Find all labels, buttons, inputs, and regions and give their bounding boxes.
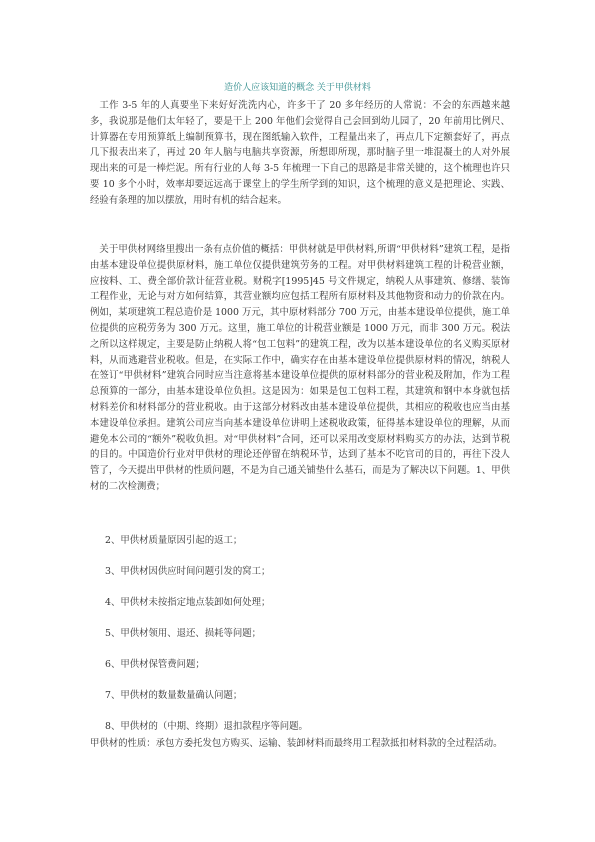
paragraph-definition: 关于甲供材网络里搜出一条有点价值的概括：甲供材就是甲供材料,所谓“甲供材料”建筑工程，是指由基本建设单位提供原材料，施工单位仅提供建筑劳务的工程。对甲供材料建筑工程的计税营业额，应按料、工、费全部价款计征营业税。财税字[1995]45 号文件规定，纳税人从事建筑、修缮、装饰工程作业，无论与对方如何结算，其营业额均应包括工程所有原材料及其他物资和动力的价款在内。例如，某项建筑工程总造价是 1000 万元，其中原材料部分 700 万元，由基本建设单位提供，施工单位提供的应税劳务为 300 万元。这里，施工单位的计税营业额是 1000 万元，而非 300 万元。税法之所以这样规定，主要是防止纳税人将“包工包料”的建筑工程，改为以基本建设单位的名义购买原材料，从而逃避营业税收。但是，在实际工作中，确实存在由基本建设单位提供原材料的情况，纳税人在签订“甲供材料”建筑合同时应当注意将基本建设单位提供的原材料部分的营业税及附加，作为工程总预算的一部分，由基本建设单位负担。这是因为：如果是包工包料工程，其建筑和钢中本身就包括材料差价和材料部分的营业税收。由于这部分材料改由基本建设单位提供，其相应的税收也应当由基本建设单位承担。建筑公司应当向基本建设单位讲明上述税收政策，征得基本建设单位的理解，从而避免本公司的“额外”税收负担。对“甲供材料”合同，还可以采用改变原材料购买方的办法，达到节税的目的。中国造价行业对甲供材的理论还停留在纳税环节，达到了基本不吃官司的目的，再往下没人管了，今天提出甲供材的性质问题，不是为自己通关铺垫什么基石，而是为了解决以下问题。1、甲供材的二次检测费； [90, 244, 510, 492]
list-item: 8、甲供材的（中期、终期）退扣款程序等问题。 [105, 721, 308, 732]
list-item: 5、甲供材领用、退还、损耗等问题； [105, 628, 261, 639]
list-item: 6、甲供材保管费问题； [105, 659, 205, 670]
document-title: 造价人应该知道的概念 关于甲供材料 [224, 83, 371, 93]
list-item: 3、甲供材因供应时间问题引发的窝工； [105, 566, 271, 577]
list-item: 2、甲供材质量原因引起的返工； [105, 535, 243, 546]
paragraph-intro: 工作 3-5 年的人真要坐下来好好洗洗内心，许多干了 20 多年经历的人常说：不会的东西越来越多，我说那是他们太年轻了，要是干上 200 年他们会觉得自己会回到幼儿园了，20 年前用比例尺、计算器在专用预算纸上编制预算书，现在图纸输入软件，工程量出来了，再点几下定额套好了，再点几下报表出来了，再过 20 年人脑与电脑共享资源，所想即所现，那时脑子里一堆混凝土的人对外展现出来的可是一棒烂泥。所有行业的人每 3-5 年梳理一下自己的思路是非常关键的，这个梳理也许只要 10 多个小时，效率却要远远高于课堂上的学生所学到的知识，这个梳理的意义是把理论、实践、经验有条理的加以摆放，用时有机的结合起来。 [90, 100, 510, 206]
list-item: 4、甲供材未按指定地点装卸如何处理； [105, 597, 271, 608]
list-item: 7、甲供材的数量数量确认问题； [105, 690, 243, 701]
paragraph-nature: 甲供材的性质：承包方委托发包方购买、运输、装卸材料而最终用工程款抵扣材料款的全过程活动。 [90, 738, 503, 749]
